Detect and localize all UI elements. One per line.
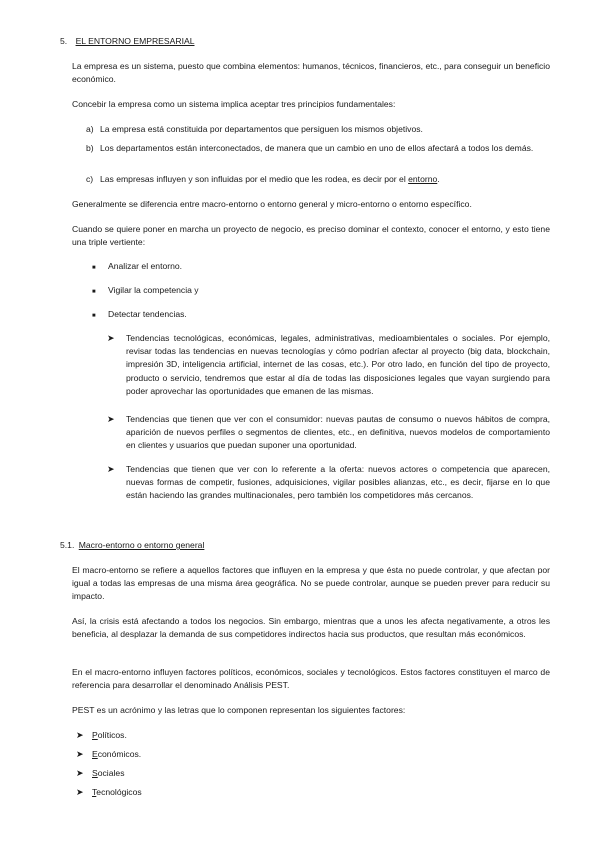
macro-paragraph-3: En el macro-entorno influyen factores políticos, económicos, sociales y tecnológicos. Estos factores constituyen el marco de referencia para desarrollar el denominado Análisis PEST.: [72, 667, 550, 691]
section-5-title: EL ENTORNO EMPRESARIAL: [75, 36, 195, 46]
square-bullet-text-2: Vigilar la competencia y: [108, 285, 199, 295]
arrow-bullet-icon: ➤: [107, 414, 115, 424]
arrow-bullet-text-1: Tendencias tecnológicas, económicas, legales, administrativas, medioambientales o sociales. Por ejemplo, revisar todas las tendencias en nuevas tecnologías y cómo podrían afectar al proyecto (big data, blockchain, impresión 3D, inteligencia artificial, internet de las cosas, etc.). Por otro lado, en función del tipo de proyecto, producto o servicio, tendremos que estar al día de todas las disposiciones legales que vayan surgiendo para poder aprovechar las oportunidades que emanen de las mismas.: [126, 333, 550, 396]
general-paragraph: Generalmente se diferencia entre macro-entorno o entorno general y micro-entorno o entorno específico.: [72, 199, 472, 209]
square-bullet-text-3: Detectar tendencias.: [108, 309, 187, 319]
section-5-number: 5.: [60, 36, 68, 46]
arrow-bullet-icon: ➤: [76, 749, 84, 759]
pest-item-economicos: Económicos.: [92, 749, 142, 759]
principle-b-marker: b): [86, 143, 94, 153]
macro-paragraph-2: Así, la crisis está afectando a todos los negocios. Sin embargo, mientras que a unos les afecta negativamente, a otros les beneficia, al desplazar la demanda de sus competidores indirectos hacia sus productos, que resultan más económicos.: [72, 616, 550, 640]
principle-c-text: Las empresas influyen y son influidas por el medio que les rodea, es decir por el entorno.: [100, 174, 440, 184]
square-bullet-icon: ■: [92, 265, 96, 271]
intro-paragraph-2: Concebir la empresa como un sistema implica aceptar tres principios fundamentales:: [72, 99, 396, 109]
section-5-heading: [60, 35, 194, 48]
arrow-bullet-icon: ➤: [76, 787, 84, 797]
principle-c-marker: c): [86, 174, 94, 184]
principle-a-marker: a): [86, 124, 94, 134]
square-bullet-text-1: Analizar el entorno.: [108, 261, 183, 271]
section-5-1-number: 5.1.: [60, 540, 75, 550]
section-5-1-heading: [60, 539, 204, 552]
arrow-bullet-icon: ➤: [107, 464, 115, 474]
intro-paragraph-1: La empresa es un sistema, puesto que combina elementos: humanos, técnicos, financieros, etc., para conseguir un beneficio económico.: [72, 61, 550, 85]
arrow-bullet-icon: ➤: [76, 730, 84, 740]
arrow-bullet-text-3: Tendencias que tienen que ver con lo referente a la oferta: nuevos actores o competencia que aparecen, nuevas formas de competir, fusiones, adquisiciones, vigilar posibles alianzas, etc., es decir, fijarse en lo que están haciendo las grandes multinacionales, pero también los competidores más cercanos.: [126, 464, 550, 501]
arrow-bullet-icon: ➤: [76, 768, 84, 778]
business-paragraph: Cuando se quiere poner en marcha un proyecto de negocio, es preciso dominar el contexto, conocer el entorno, y esto tiene una triple vertiente:: [72, 224, 550, 248]
principle-b-text: Los departamentos están interconectados, de manera que un cambio en uno de ellos afectará a todos los demás.: [100, 143, 534, 153]
pest-item-tecnologicos: Tecnológicos: [92, 787, 142, 797]
square-bullet-icon: ■: [92, 313, 96, 319]
arrow-bullet-text-2: Tendencias que tienen que ver con el consumidor: nuevas pautas de consumo o nuevos hábitos de compra, aparición de nuevos perfiles o segmentos de clientes, etc., en definitiva, nuevos modelos de comportamiento en clientes y usuarios que puedan suponer una oportunidad.: [126, 414, 550, 451]
macro-paragraph-4: PEST es un acrónimo y las letras que lo componen representan los siguientes factores:: [72, 705, 406, 715]
pest-item-sociales: Sociales: [92, 768, 125, 778]
arrow-bullet-icon: ➤: [107, 333, 115, 343]
entorno-underlined: entorno: [408, 174, 438, 184]
macro-paragraph-1: El macro-entorno se refiere a aquellos factores que influyen en la empresa y que ésta no puede controlar, y que afectan por igual a todas las empresas de una misma área geográfica. No se puede controlar, aunque se pueden prever para reducir su impacto.: [72, 565, 550, 602]
pest-item-politicos: Políticos.: [92, 730, 127, 740]
principle-a-text: La empresa está constituida por departamentos que persiguen los mismos objetivos.: [100, 124, 423, 134]
square-bullet-icon: ■: [92, 289, 96, 295]
section-5-1-title: Macro-entorno o entorno general: [78, 540, 205, 550]
